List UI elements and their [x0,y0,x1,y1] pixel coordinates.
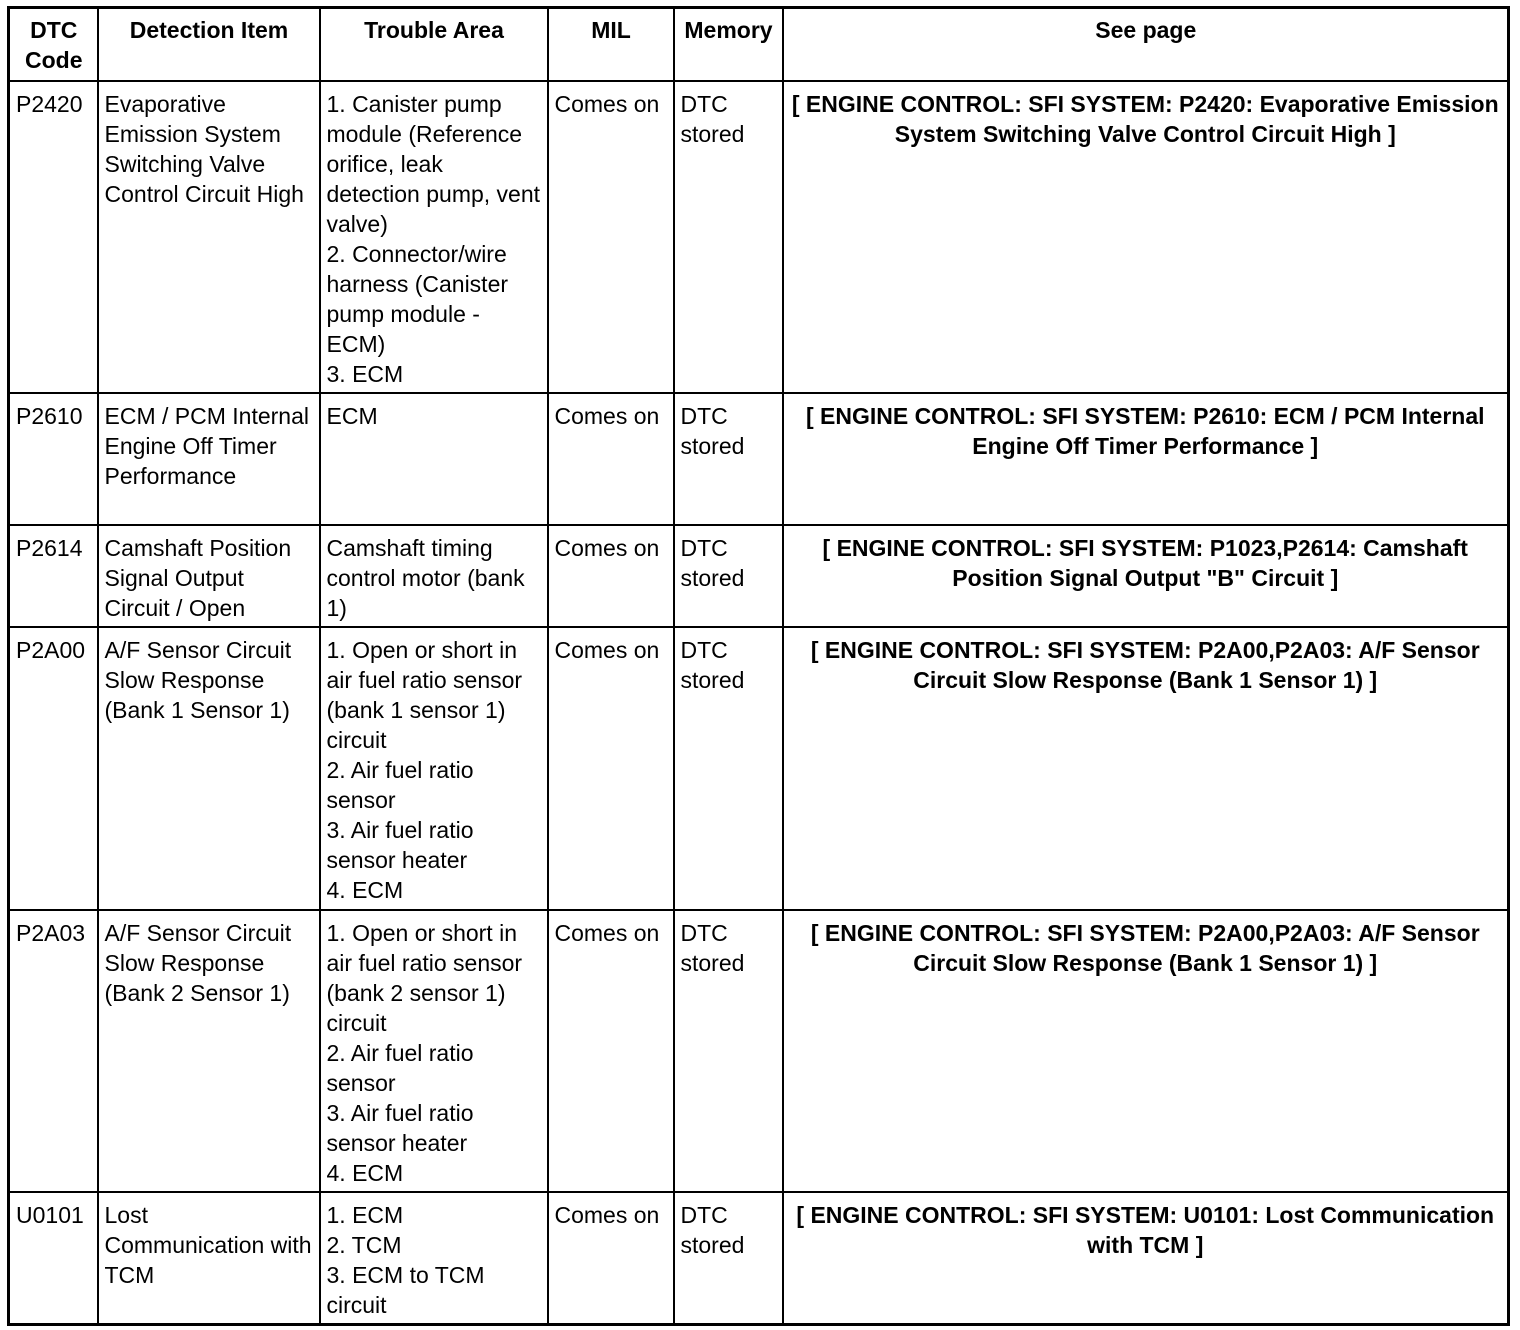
table-row [9,910,1509,1192]
mil-cell: Comes on [548,525,674,627]
trouble-area-line: 1. ECM [326,1202,404,1228]
memory-cell: DTC stored [674,393,783,525]
table-row [9,525,1509,627]
table-row [9,81,1509,393]
trouble-area-line: 1. Open or short in air fuel ratio sensor (bank 1 sensor 1) circuit [326,637,523,753]
memory-cell: DTC stored [674,81,783,393]
trouble-area-line: 3. ECM to TCM circuit [326,1262,485,1318]
see-page-link[interactable]: [ ENGINE CONTROL: SFI SYSTEM: U0101: Lost Communication with TCM ] [783,1192,1509,1325]
trouble-area-cell [320,81,548,393]
see-page-link[interactable]: [ ENGINE CONTROL: SFI SYSTEM: P2A00,P2A03: A/F Sensor Circuit Slow Response (Bank 1 Sensor 1) ] [783,627,1509,910]
detection-item-cell: Camshaft Position Signal Output Circuit / Open [98,525,320,627]
detection-item-cell: Lost Communication with TCM [98,1192,320,1325]
see-page-link[interactable]: [ ENGINE CONTROL: SFI SYSTEM: P2420: Evaporative Emission System Switching Valve Control Circuit High ] [783,81,1509,393]
trouble-area-line: 1. Open or short in air fuel ratio sensor (bank 2 sensor 1) circuit [326,920,523,1036]
see-page-link[interactable]: [ ENGINE CONTROL: SFI SYSTEM: P1023,P2614: Camshaft Position Signal Output "B" Circuit ] [783,525,1509,627]
header-mil: MIL [548,8,674,82]
mil-cell: Comes on [548,393,674,525]
table-row [9,1192,1509,1325]
see-page-link[interactable]: [ ENGINE CONTROL: SFI SYSTEM: P2A00,P2A03: A/F Sensor Circuit Slow Response (Bank 1 Sensor 1) ] [783,910,1509,1192]
trouble-area-cell [320,910,548,1192]
see-page-link[interactable]: [ ENGINE CONTROL: SFI SYSTEM: P2610: ECM / PCM Internal Engine Off Timer Performance ] [783,393,1509,525]
dtc-code-cell: P2A00 [9,627,98,910]
trouble-area-line: 2. Connector/wire harness (Canister pump module - ECM) [326,241,509,357]
dtc-table [7,6,1510,1326]
dtc-code-cell: P2610 [9,393,98,525]
mil-cell: Comes on [548,910,674,1192]
memory-cell: DTC stored [674,525,783,627]
detection-item-cell: ECM / PCM Internal Engine Off Timer Performance [98,393,320,525]
trouble-area-line: 1. Canister pump module (Reference orifice, leak detection pump, vent valve) [326,91,541,237]
trouble-area-line: 3. Air fuel ratio sensor heater [326,1100,474,1156]
dtc-code-cell: P2420 [9,81,98,393]
memory-cell: DTC stored [674,627,783,910]
memory-cell: DTC stored [674,1192,783,1325]
mil-cell: Comes on [548,627,674,910]
trouble-area-line: ECM [326,403,378,429]
mil-cell: Comes on [548,81,674,393]
memory-cell: DTC stored [674,910,783,1192]
detection-item-cell: Evaporative Emission System Switching Valve Control Circuit High [98,81,320,393]
header-see-page: See page [783,8,1509,82]
table-row [9,627,1509,910]
dtc-code-cell: U0101 [9,1192,98,1325]
trouble-area-line: 3. ECM [326,361,404,387]
detection-item-cell: A/F Sensor Circuit Slow Response (Bank 2 Sensor 1) [98,910,320,1192]
trouble-area-cell [320,627,548,910]
trouble-area-line: 2. Air fuel ratio sensor [326,1040,474,1096]
trouble-area-cell [320,393,548,525]
header-memory: Memory [674,8,783,82]
header-dtc-code: DTC Code [9,8,98,82]
trouble-area-cell [320,1192,548,1325]
dtc-code-cell: P2A03 [9,910,98,1192]
trouble-area-line: 4. ECM [326,877,404,903]
header-row [9,8,1509,82]
trouble-area-line: 2. Air fuel ratio sensor [326,757,474,813]
table-row [9,393,1509,525]
trouble-area-line: 3. Air fuel ratio sensor heater [326,817,474,873]
dtc-code-cell: P2614 [9,525,98,627]
trouble-area-line: 4. ECM [326,1160,404,1186]
header-trouble-area: Trouble Area [320,8,548,82]
trouble-area-line: Camshaft timing control motor (bank 1) [326,535,525,621]
detection-item-cell: A/F Sensor Circuit Slow Response (Bank 1 Sensor 1) [98,627,320,910]
mil-cell: Comes on [548,1192,674,1325]
trouble-area-cell [320,525,548,627]
header-detection-item: Detection Item [98,8,320,82]
trouble-area-line: 2. TCM [326,1232,402,1258]
